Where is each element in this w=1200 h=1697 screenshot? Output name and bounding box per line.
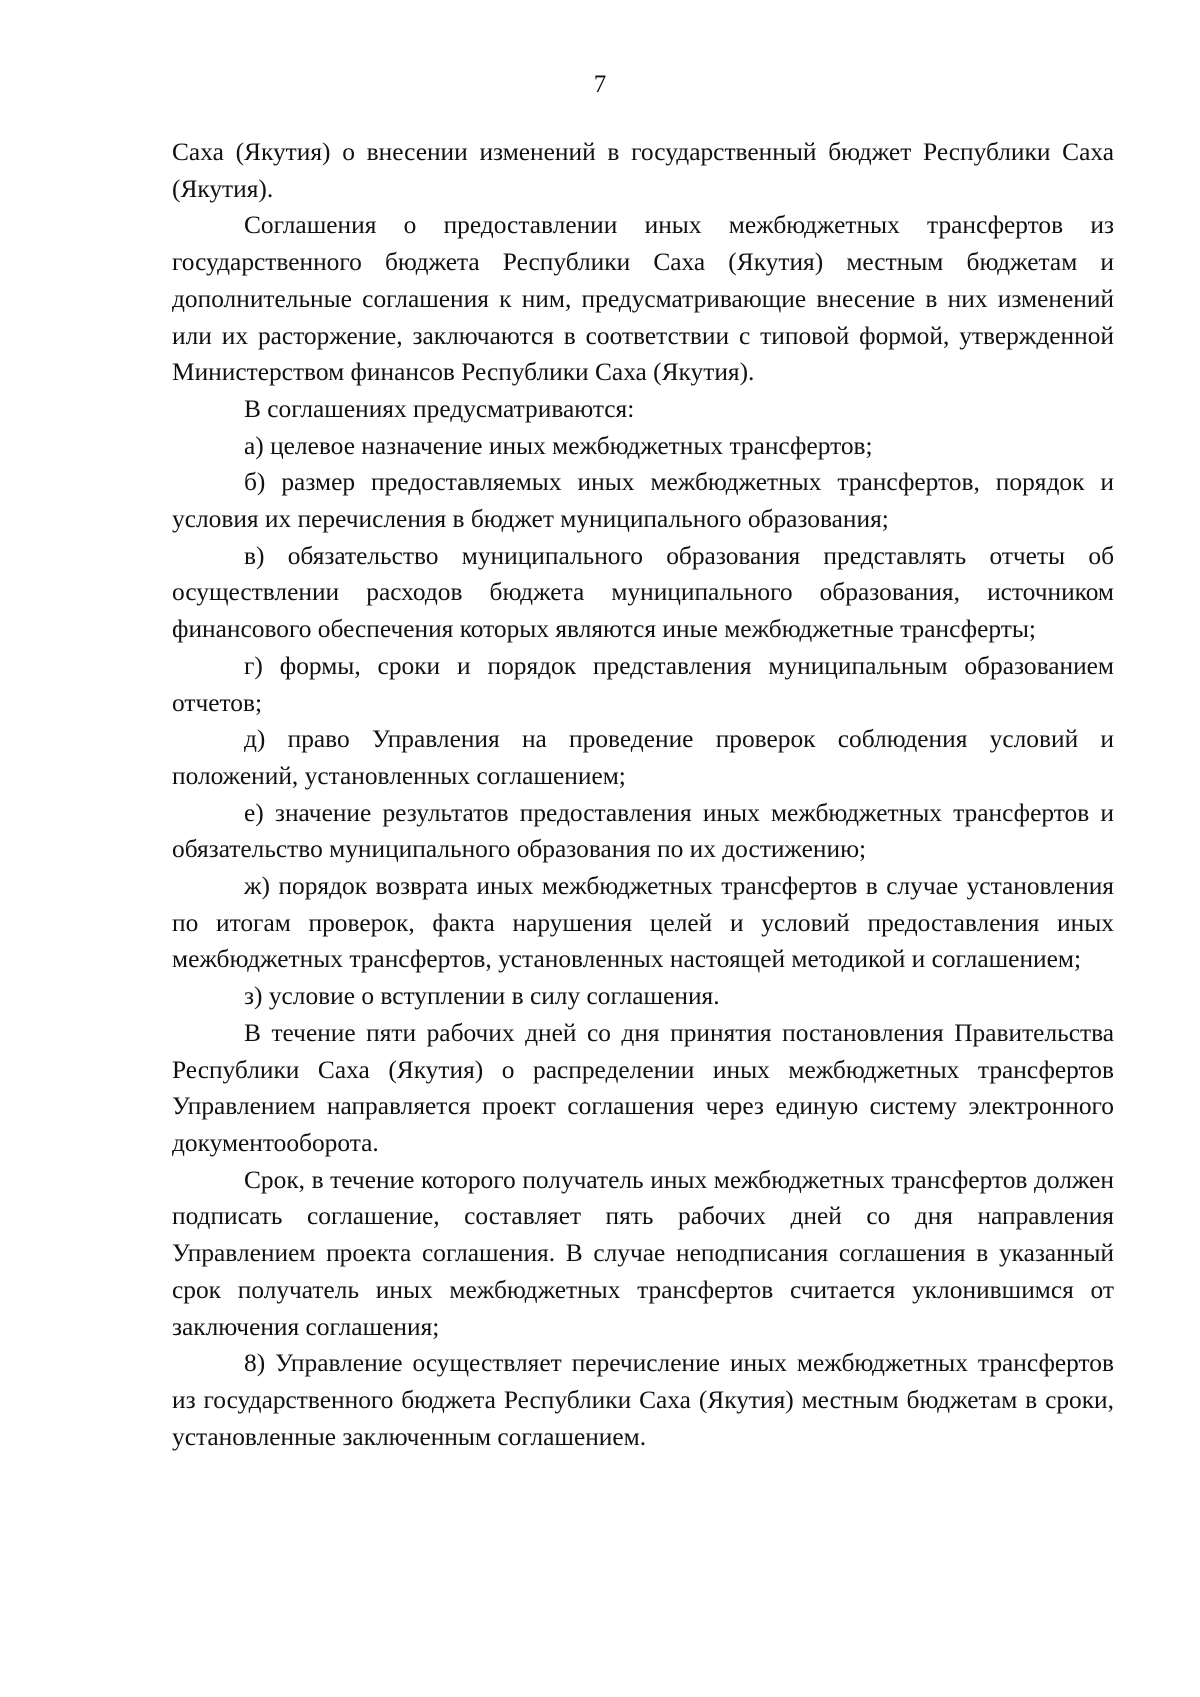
paragraph-five-days: В течение пяти рабочих дней со дня принятия постановления Правительства Республики Саха (Якутия) о распределении иных межбюджетных трансфертов Управлением направляется проект соглашения через единую систему электронного документооборота.	[172, 1018, 1114, 1157]
list-item-b: б) размер предоставляемых иных межбюджетных трансфертов, порядок и условия их перечисления в бюджет муниципального образования;	[172, 468, 1114, 534]
paragraph-signing-term: Срок, в течение которого получатель иных межбюджетных трансфертов должен подписать соглашение, составляет пять рабочих дней со дня направления Управлением проекта соглашения. В случае неподписания соглашения в указанный срок получатель иных межбюджетных трансфертов считается уклонившимся от заключения соглашения;	[172, 1165, 1114, 1341]
page-number: 7	[593, 71, 607, 98]
list-item-v: в) обязательство муниципального образования представлять отчеты об осуществлении расходов бюджета муниципального образования, источником финансового обеспечения которых являются иные межбюджетные трансферты;	[172, 541, 1114, 644]
list-item-d: д) право Управления на проведение проверок соблюдения условий и положений, установленных соглашением;	[172, 725, 1114, 790]
list-item-zh: ж) порядок возврата иных межбюджетных трансфертов в случае установления по итогам проверок, факта нарушения целей и условий предоставления иных межбюджетных трансфертов, установленных настоящей методикой и соглашением;	[172, 872, 1114, 974]
list-item-g: г) формы, сроки и порядок представления муниципальным образованием отчетов;	[172, 651, 1114, 717]
paragraph-agreements-form: Соглашения о предоставлении иных межбюджетных трансфертов из государственного бюджета Республики Саха (Якутия) местным бюджетам и дополнительные соглашения к ним, предусматривающие внесение в них изменений или их расторжение, заключаются в соответствии с типовой формой, утвержденной Министерством финансов Республики Саха (Якутия).	[172, 211, 1114, 387]
paragraph-continuation: Саха (Якутия) о внесении изменений в государственный бюджет Республики Саха (Якутия).	[172, 138, 1114, 203]
list-item-e: е) значение результатов предоставления иных межбюджетных трансфертов и обязательство муниципального образования по их достижению;	[172, 798, 1114, 864]
document-body	[172, 134, 1114, 1455]
paragraph-item-8: 8) Управление осуществляет перечисление иных межбюджетных трансфертов из государственного бюджета Республики Саха (Якутия) местным бюджетам в сроки, установленные заключенным соглашением.	[172, 1349, 1114, 1451]
list-item-z: з) условие о вступлении в силу соглашения.	[244, 982, 720, 1011]
list-item-a: а) целевое назначение иных межбюджетных трансфертов;	[244, 431, 873, 460]
paragraph-agreements-provide: В соглашениях предусматриваются:	[244, 394, 635, 423]
